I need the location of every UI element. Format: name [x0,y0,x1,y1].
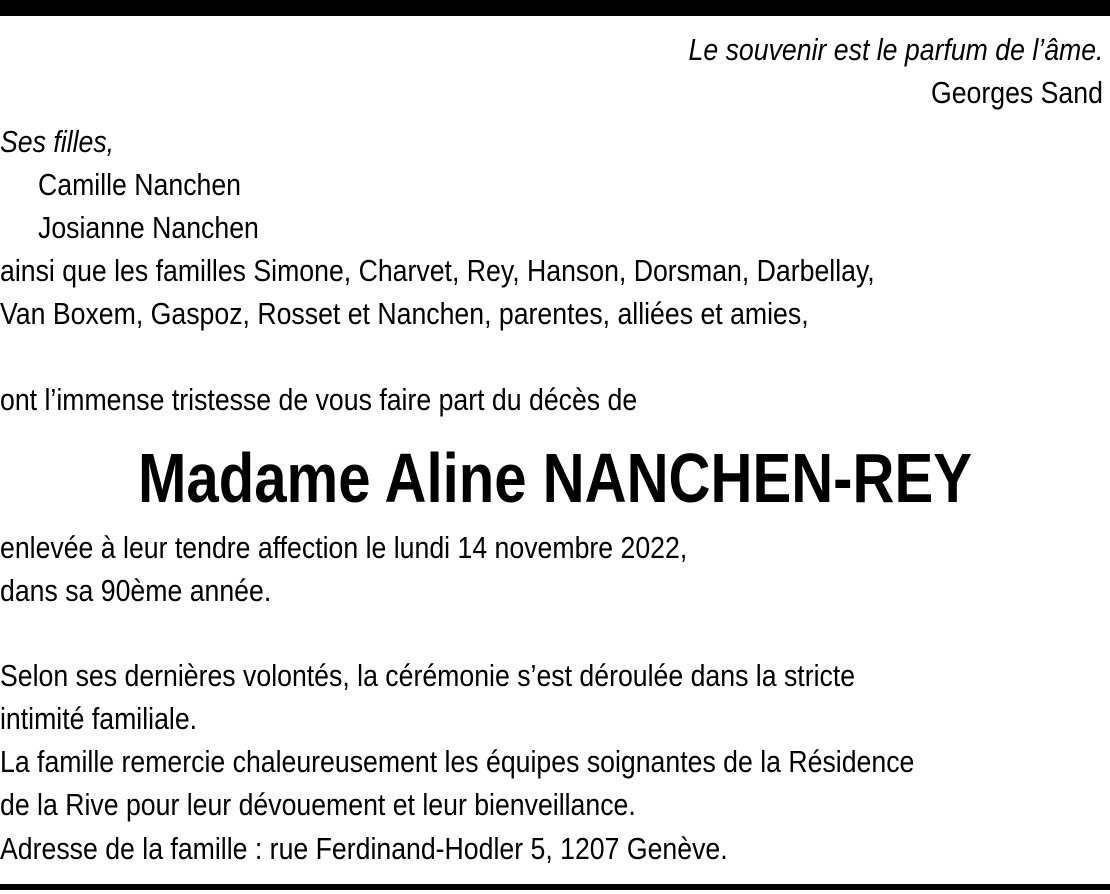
family-intro: Ses filles, [0,124,115,159]
bottom-border-rule [0,884,1110,890]
epigraph-quote: Le souvenir est le parfum de l’âme. [688,32,1103,67]
thanks-text-line: La famille remercie chaleureusement les équipes soignantes de la Résidence [0,744,915,779]
announcement-text: ont l’immense tristesse de vous faire part du décès de [0,382,638,417]
other-families-line: ainsi que les familles Simone, Charvet, Rey, Hanson, Dorsman, Darbellay, [0,253,875,288]
age-line: dans sa 90ème année. [0,573,272,608]
family-address: Adresse de la famille : rue Ferdinand-Hodler 5, 1207 Genève. [0,831,728,866]
death-date-line: enlevée à leur tendre affection le lundi 14 novembre 2022, [0,530,688,565]
ceremony-text-line: Selon ses dernières volontés, la cérémonie s’est déroulée dans la stricte [0,658,856,693]
epigraph-author: Georges Sand [931,75,1103,110]
ceremony-text-line: intimité familiale. [0,701,198,736]
other-families-line: Van Boxem, Gaspoz, Rosset et Nanchen, parentes, alliées et amies, [0,296,809,331]
thanks-text-line: de la Rive pour leur dévouement et leur bienveillance. [0,787,636,822]
deceased-name: Madame Aline NANCHEN-REY [138,439,972,517]
daughter-name: Camille Nanchen [38,167,242,202]
daughter-name: Josianne Nanchen [38,210,259,245]
